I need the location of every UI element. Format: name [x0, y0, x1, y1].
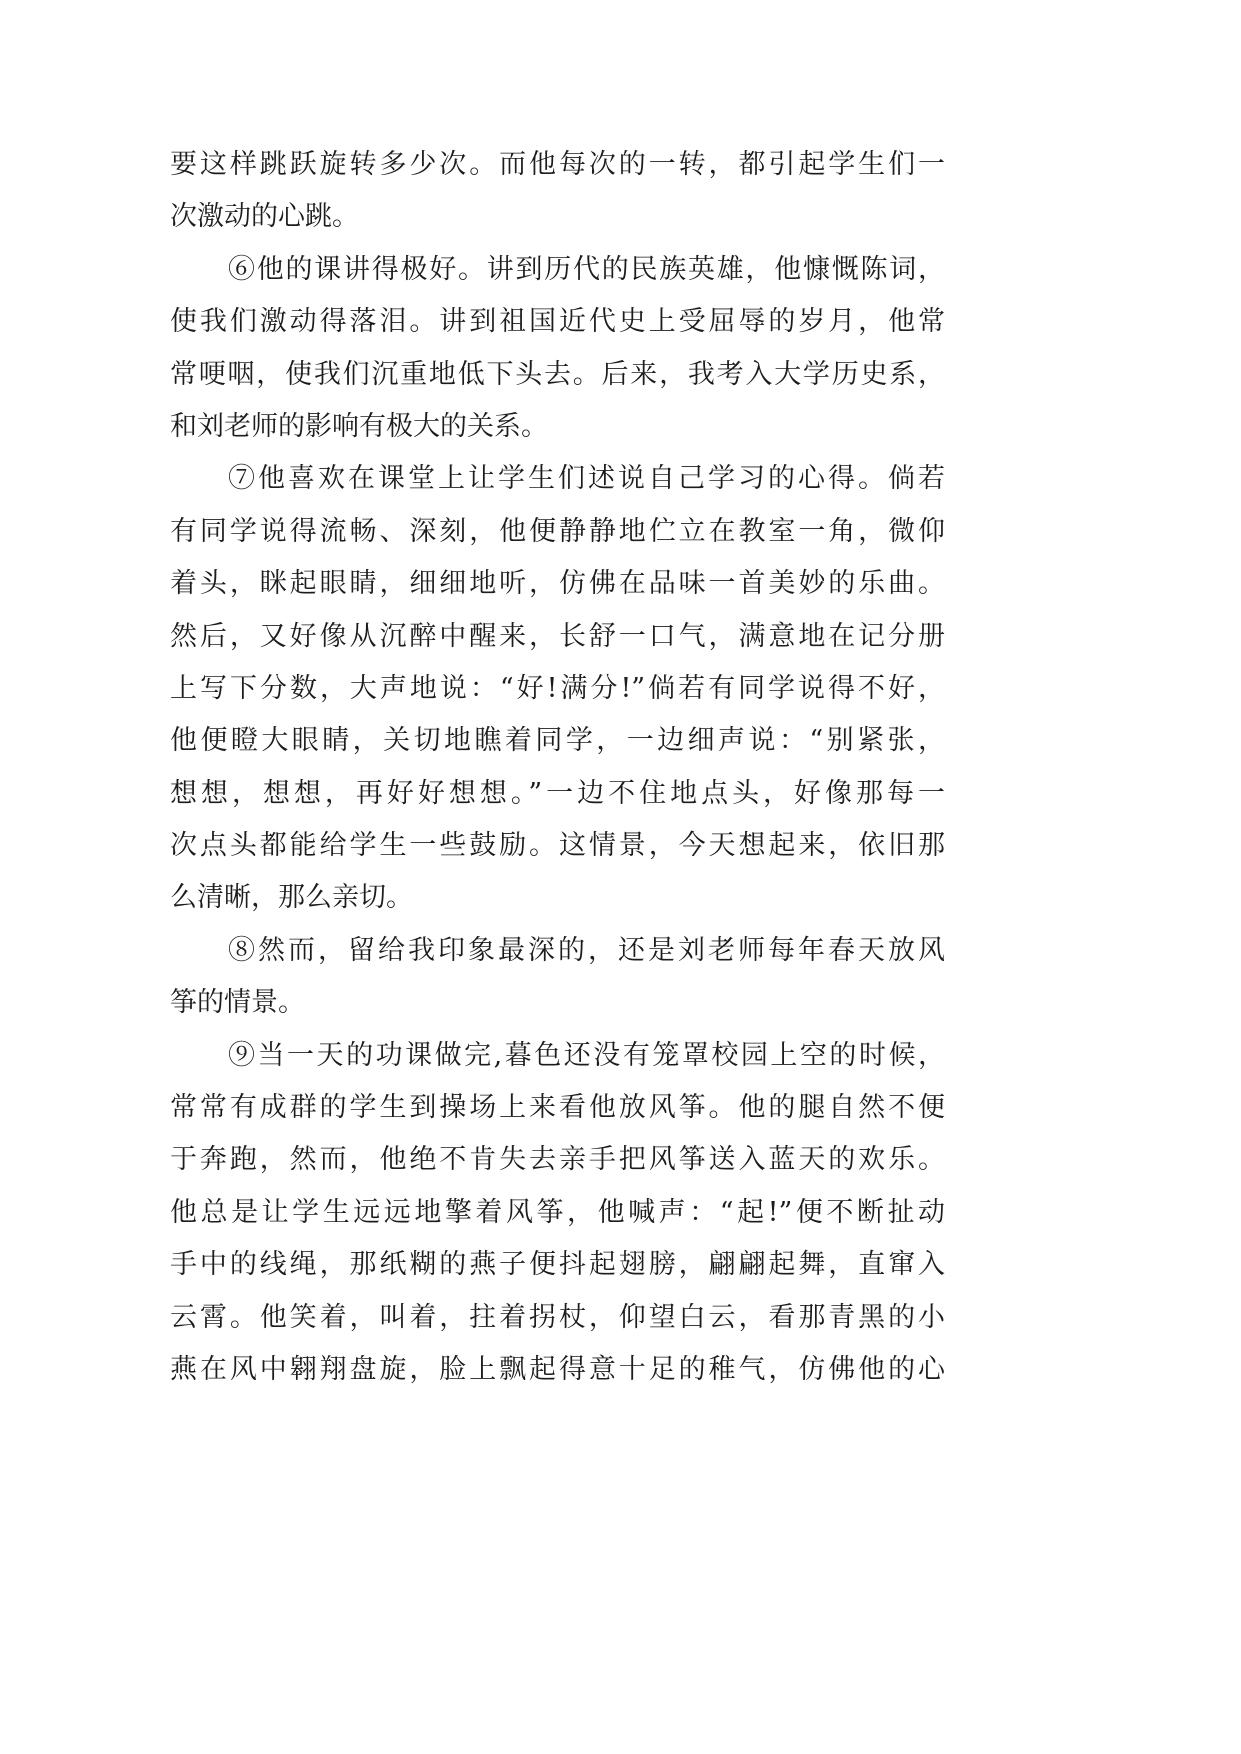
text-line: 他总是让学生远远地擎着风筝，他喊声：“起!”便不断扯动 [170, 1196, 945, 1228]
text-line: 次点头都能给学生一些鼓励。这情景，今天想起来，依旧那 [170, 830, 945, 862]
text-line: 他便瞪大眼睛，关切地瞧着同学，一边细声说：“别紧张， [170, 725, 945, 757]
paragraph [170, 244, 945, 454]
text-line: 次激动的心跳。 [170, 201, 359, 233]
body-text [170, 139, 945, 1396]
text-line: 使我们激动得落泪。讲到祖国近代史上受屈辱的岁月，他常 [170, 306, 945, 338]
text-line: 想想，想想，再好好想想。”一边不住地点头，好像那每一 [170, 777, 945, 809]
paragraph [170, 925, 945, 1030]
text-line: ⑥他的课讲得极好。讲到历代的民族英雄，他慷慨陈词， [228, 253, 945, 285]
text-line: 么清晰，那么亲切。 [170, 882, 413, 914]
text-line: 有同学说得流畅、深刻，他便静静地伫立在教室一角，微仰 [170, 515, 945, 547]
paragraph [170, 1030, 945, 1397]
text-line: 常哽咽，使我们沉重地低下头去。后来，我考入大学历史系， [170, 358, 945, 390]
text-line: ⑨当一天的功课做完,暮色还没有笼罩校园上空的时候， [228, 1039, 945, 1071]
text-line: 手中的线绳，那纸糊的燕子便抖起翅膀，翩翩起舞，直窜入 [170, 1249, 945, 1281]
paragraph [170, 139, 945, 244]
text-line: 于奔跑，然而，他绝不肯失去亲手把风筝送入蓝天的欢乐。 [170, 1144, 945, 1176]
text-line: ⑧然而，留给我印象最深的，还是刘老师每年春天放风 [228, 934, 945, 966]
text-line: 燕在风中翱翔盘旋，脸上飘起得意十足的稚气，仿佛他的心 [170, 1353, 945, 1385]
paragraph [170, 453, 945, 925]
text-line: 筝的情景。 [170, 987, 305, 1019]
text-line: 常常有成群的学生到操场上来看他放风筝。他的腿自然不便 [170, 1092, 945, 1124]
text-line: 要这样跳跃旋转多少次。而他每次的一转，都引起学生们一 [170, 149, 945, 180]
text-line: 云霄。他笑着，叫着，拄着拐杖，仰望白云，看那青黑的小 [170, 1301, 945, 1333]
text-line: 和刘老师的影响有极大的关系。 [170, 410, 548, 442]
text-line: ⑦他喜欢在课堂上让学生们述说自己学习的心得。倘若 [228, 463, 945, 495]
text-line: 上写下分数，大声地说：“好!满分!”倘若有同学说得不好， [170, 672, 945, 704]
text-line: 着头，眯起眼睛，细细地听，仿佛在品味一首美妙的乐曲。 [170, 568, 945, 600]
text-line: 然后，又好像从沉醉中醒来，长舒一口气，满意地在记分册 [170, 620, 945, 652]
